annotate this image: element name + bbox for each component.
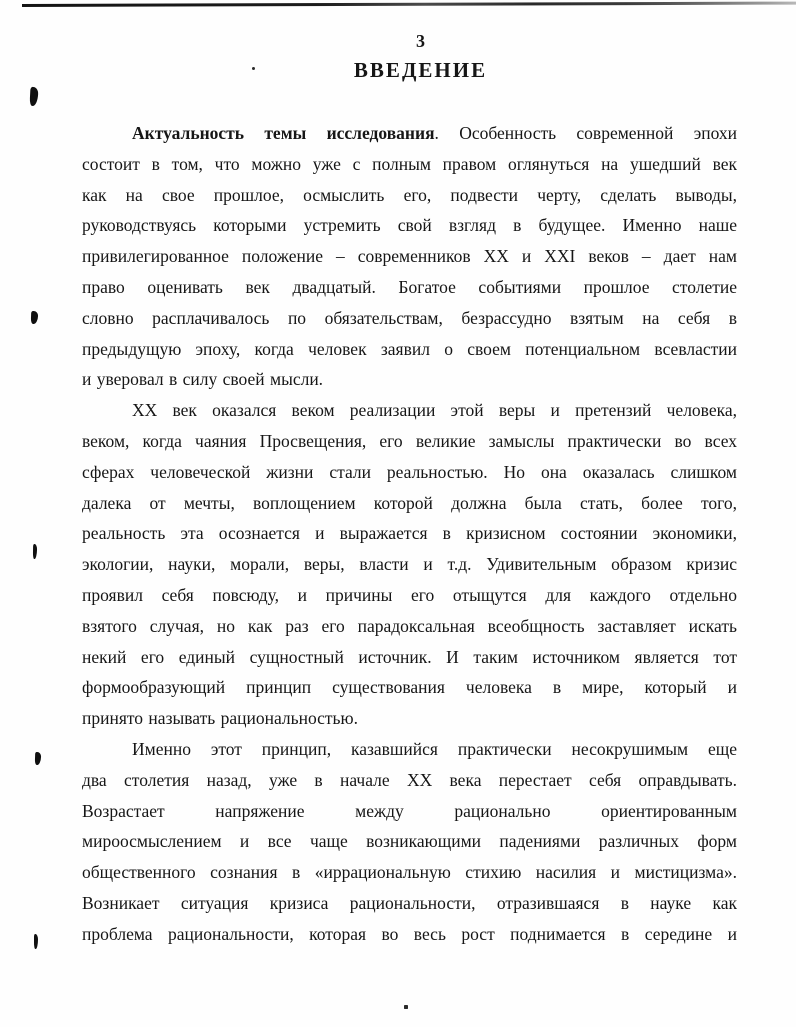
margin-mark-artifact xyxy=(33,544,37,559)
text-line: право оценивать век двадцатый. Богатое событиями прошлое столетие xyxy=(82,276,737,297)
text-line: некий его единый сущностный источник. И таким источником является тот xyxy=(82,646,737,667)
text-line: общественного сознания в «иррациональную стихию насилия и мистицизма». xyxy=(82,862,737,883)
text-line: XX век оказался веком реализации этой веры и претензий человека, xyxy=(132,400,737,421)
page-number: 3 xyxy=(416,31,425,51)
text-line: привилегированное положение – современников XX и XXI веков – дает нам xyxy=(82,246,737,267)
margin-mark-artifact xyxy=(34,934,38,949)
text-line: предыдущую эпоху, когда человек заявил о своем потенциальном всевластии xyxy=(82,338,737,359)
text-line: Возрастает напряжение между рационально ориентированным xyxy=(82,800,737,821)
text-line: сферах человеческой жизни стали реальностью. Но она оказалась слишком xyxy=(82,461,737,482)
text-line: формообразующий принцип существования человека в мире, который и xyxy=(82,677,737,698)
text-line: два столетия назад, уже в начале XX века перестает себя оправдывать. xyxy=(82,769,737,790)
paragraph xyxy=(82,395,737,734)
text-block xyxy=(82,118,737,950)
bold-lead-text: Актуальность темы исследования xyxy=(132,123,435,143)
scan-line-artifact xyxy=(22,2,796,7)
margin-mark-artifact xyxy=(30,87,39,106)
paragraph xyxy=(82,734,737,950)
line-text: . Особенность современной эпохи xyxy=(434,123,738,143)
text-line: Именно этот принцип, казавшийся практически несокрушимым еще xyxy=(132,738,737,759)
text-line: принято называть рациональностью. xyxy=(82,708,358,729)
text-line: реальность эта осознается и выражается в кризисном состоянии экономики, xyxy=(82,523,737,544)
text-line: как на свое прошлое, осмыслить его, подвести черту, сделать выводы, xyxy=(82,184,737,205)
text-line: проявил себя повсюду, и причины его отыщутся для каждого отдельно xyxy=(82,584,737,605)
text-line: взятого случая, но как раз его парадоксальная всеобщность заставляет искать xyxy=(82,615,737,636)
text-line: мироосмыслением и все чаще возникающими падениями различных форм xyxy=(82,831,737,852)
margin-mark-artifact xyxy=(35,752,41,765)
ink-dot-artifact xyxy=(404,1005,408,1009)
text-line xyxy=(82,118,737,149)
text-line: проблема рациональности, которая во весь рост поднимается в середине и xyxy=(82,923,737,944)
section-heading: ВВЕДЕНИЕ xyxy=(353,58,488,82)
text-line: состоит в том, что можно уже с полным правом оглянуться на ушедший век xyxy=(82,153,737,174)
text-line: веком, когда чаяния Просвещения, его великие замыслы практически во всех xyxy=(82,430,737,451)
text-line: и уверовал в силу своей мысли. xyxy=(82,369,324,390)
ink-dot-artifact xyxy=(252,67,255,70)
text-line: словно расплачивалось по обязательствам, безрассудно взятым на себя в xyxy=(82,307,737,328)
text-line: руководствуясь которыми устремить свой взгляд в будущее. Именно наше xyxy=(82,215,737,236)
text-line: далека от мечты, воплощением которой должна была стать, более того, xyxy=(82,492,737,513)
paragraph xyxy=(82,118,737,395)
margin-mark-artifact xyxy=(31,311,38,324)
text-line: экологии, науки, морали, веры, власти и т.д. Удивительным образом кризис xyxy=(82,554,737,575)
text-line: Возникает ситуация кризиса рациональности, отразившаяся в науке как xyxy=(82,892,737,913)
